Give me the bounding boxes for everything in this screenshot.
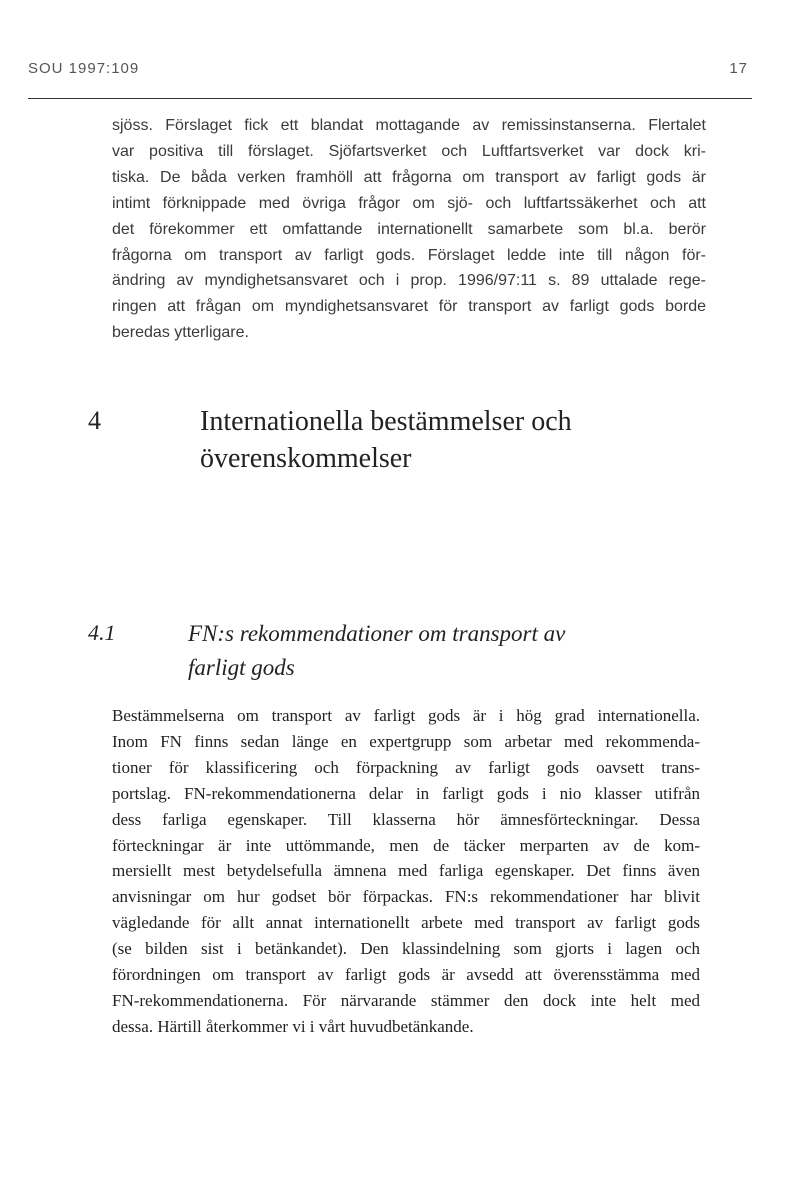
page-header [28, 60, 752, 82]
paragraph-line: anvisningar om hur godset bör förpackas. FN:s rekommendationer har blivit [112, 887, 700, 907]
paragraph-line: dessa. Härtill återkommer vi i vårt huvudbetänkande. [112, 1016, 474, 1036]
section-title-line: Internationella bestämmelser och [200, 406, 572, 437]
intro-paragraph [112, 113, 706, 346]
header-rule [28, 98, 752, 99]
subsection-number: 4.1 [88, 620, 116, 645]
paragraph-line: beredas ytterligare. [112, 324, 249, 342]
paragraph-line: ändring av myndighetsansvaret och i prop. 1996/97:11 s. 89 uttalade rege- [112, 272, 706, 290]
paragraph-line: portslag. FN-rekommendationerna delar in farligt gods i nio klasser utifrån [112, 783, 700, 803]
paragraph-line: var positiva till förslaget. Sjöfartsverket och Luftfartsverket var dock kri- [112, 142, 706, 160]
paragraph-line: det förekommer ett omfattande internationellt samarbete som bl.a. berör [112, 220, 706, 238]
paragraph-line: ringen att frågan om myndighetsansvaret för transport av farligt gods borde [112, 298, 706, 316]
paragraph-line: intimt förknippade med övriga frågor om sjö- och luftfartssäkerhet och att [112, 194, 706, 212]
paragraph-line: Inom FN finns sedan länge en expertgrupp som arbetar med rekommenda- [112, 731, 700, 751]
paragraph-line: (se bilden sist i betänkandet). Den klassindelning som gjorts i lagen och [112, 939, 700, 959]
paragraph-line: tioner för klassificering och förpackning av farligt gods oavsett trans- [112, 757, 700, 777]
paragraph-line: frågorna om transport av farligt gods. Förslaget ledde inte till någon för- [112, 246, 706, 264]
body-paragraph [112, 703, 700, 1040]
paragraph-line: tiska. De båda verken framhöll att frågorna om transport av farligt gods är [112, 168, 706, 186]
subsection-title-line: FN:s rekommendationer om transport av [188, 621, 566, 646]
subsection-title-line: farligt gods [188, 655, 295, 680]
paragraph-line: förordningen om transport av farligt gods är avsedd att överensstämma med [112, 965, 700, 985]
page-number: 17 [729, 60, 748, 77]
section-title-line: överenskommelser [200, 443, 412, 474]
paragraph-line: vägledande för allt annat internationellt arbete med transport av farligt gods [112, 913, 700, 933]
paragraph-line: FN-rekommendationerna. För närvarande stämmer den dock inte helt med [112, 990, 700, 1010]
section-title [200, 403, 572, 477]
paragraph-line: dess farliga egenskaper. Till klasserna hör ämnesförteckningar. Dessa [112, 809, 700, 829]
paragraph-line: mersiellt mest betydelsefulla ämnena med farliga egenskaper. Det finns även [112, 861, 700, 881]
section-number: 4 [88, 406, 101, 435]
paragraph-line: Bestämmelserna om transport av farligt gods är i hög grad internationella. [112, 706, 700, 725]
paragraph-line: förteckningar är inte uttömmande, men de täcker merparten av de kom- [112, 835, 700, 855]
subsection-title [188, 617, 565, 685]
document-reference: SOU 1997:109 [28, 60, 140, 77]
paragraph-line: sjöss. Förslaget fick ett blandat mottagande av remissinstanserna. Flertalet [112, 117, 706, 134]
